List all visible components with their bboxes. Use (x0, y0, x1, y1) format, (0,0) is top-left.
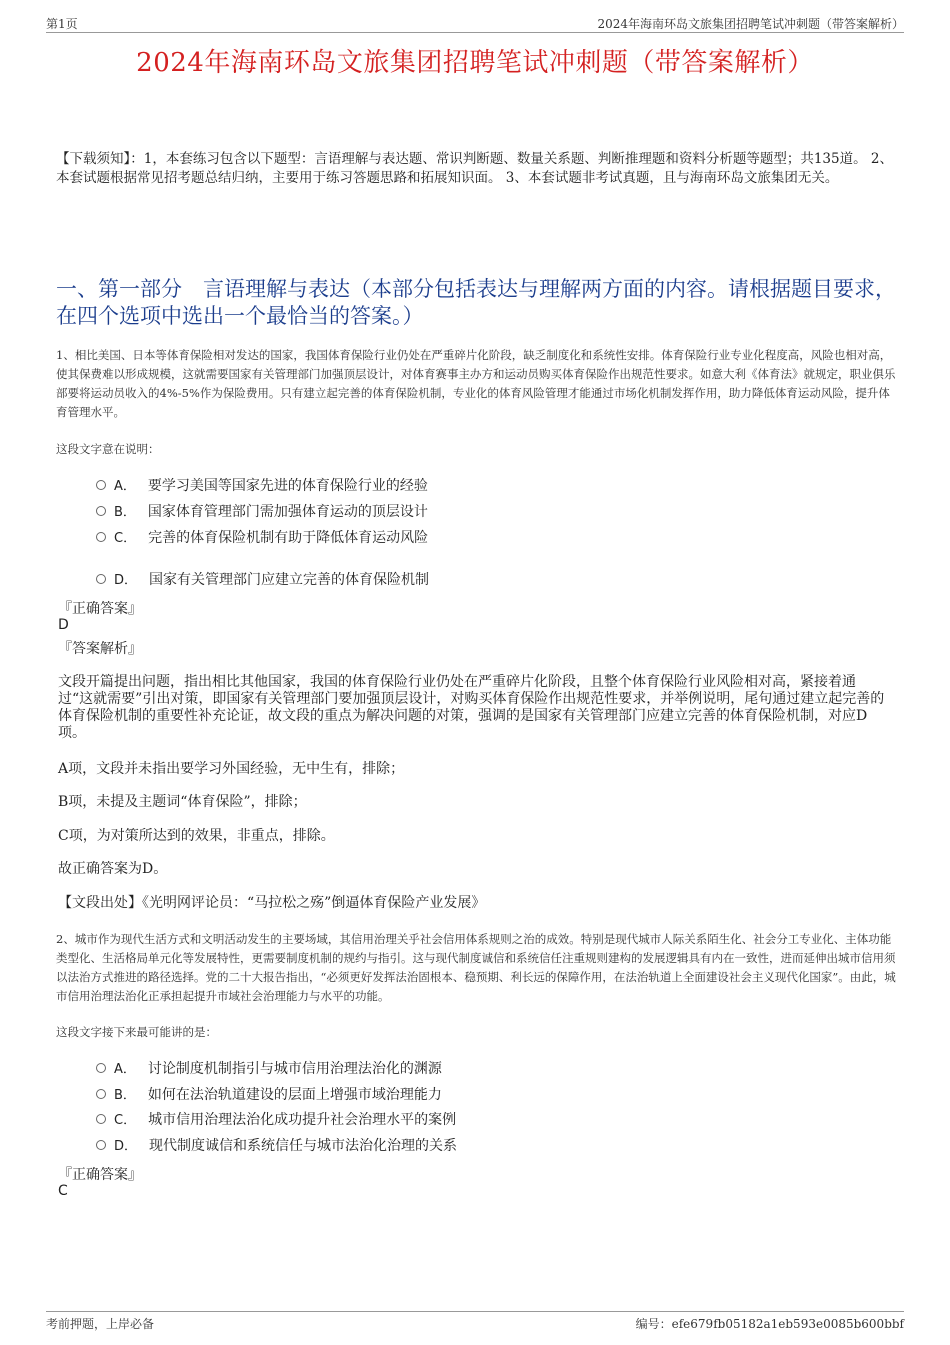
document-id: 编号：efe679fb05182a1eb593e0085b600bbf (635, 1317, 904, 1331)
radio-icon[interactable] (96, 1114, 106, 1124)
question-2-option-a[interactable]: A． 讨论制度机制指引与城市信用治理法治化的渊源 (96, 1059, 442, 1079)
radio-icon[interactable] (96, 1140, 106, 1150)
question-1-answer-label: 『正确答案』 (58, 601, 142, 617)
radio-icon[interactable] (96, 480, 106, 490)
question-1-option-a[interactable]: A． 要学习美国等国家先进的体育保险行业的经验 (96, 476, 428, 496)
question-1-analysis-label: 『答案解析』 (58, 641, 142, 657)
question-2-option-c[interactable]: C． 城市信用治理法治化成功提升社会治理水平的案例 (96, 1110, 456, 1130)
question-1-text: 1、相比美国、日本等体育保险相对发达的国家，我国体育保险行业仍处在严重碎片化阶段，缺乏制度化和系统性安排。体育保险行业专业化程度高，风险也相对高，使其保费难以形成规模，这就需要国家有关管理部门加强顶层设计，对体育赛事主办方和运动员购买体育保险作出规范性要求。如意大利《体育法》就规定，职业俱乐部要将运动员收入的4%-5%作为保险费用。只有建立起完善的体育保险机制，专业化的体育风险管理才能通过市场化机制发挥作用，助力降低体育运动风险，提升体育管理水平。 (56, 348, 896, 419)
radio-icon[interactable] (96, 574, 106, 584)
question-1-option-b[interactable]: B． 国家体育管理部门需加强体育运动的顶层设计 (96, 502, 428, 522)
question-1-answer: D (58, 617, 69, 633)
radio-icon[interactable] (96, 506, 106, 516)
question-2-text: 2、城市作为现代生活方式和文明活动发生的主要场域，其信用治理关乎社会信用体系规则之治的成效。特别是现代城市人际关系陌生化、社会分工专业化、主体功能类型化、生活格局单元化等发展特性，更需要制度机制的规约与指引。这与现代制度诚信和系统信任注重规则建构的发展逻辑具有内在一致性，进而延伸出城市信用须以法治方式推进的路径选择。党的二十大报告指出，“必须更好发挥法治固根本、稳预期、利长远的保障作用，在法治轨道上全面建设社会主义现代化国家”。由此，城市信用治理法治化正承担起提升市域社会治理能力与水平的功能。 (56, 932, 896, 1003)
analysis-paragraph: A项，文段并未指出要学习外国经验，无中生有，排除； (58, 761, 405, 777)
analysis-paragraph: 故正确答案为D。 (58, 861, 168, 877)
document-title: 2024年海南环岛文旅集团招聘笔试冲刺题（带答案解析） (136, 48, 814, 78)
page-number: 第1页 (46, 17, 78, 31)
analysis-paragraph: 文段开篇提出问题，指出相比其他国家，我国的体育保险行业仍处在严重碎片化阶段，且整个体育保险行业风险相对高，紧接着通过“这就需要”引出对策，即国家有关管理部门要加强顶层设计，对购买体育保险作出规范性要求，并举例说明，尾句通过建立起完善的体育保险机制的重要性补充论证，故文段的重点为解决问题的对策，强调的是国家有关管理部门应建立完善的体育保险机制，对应D项。 (58, 674, 885, 741)
question-1-option-c[interactable]: C． 完善的体育保险机制有助于降低体育运动风险 (96, 528, 428, 548)
radio-icon[interactable] (96, 1063, 106, 1073)
question-2-answer: C (58, 1183, 68, 1199)
question-2-option-d[interactable]: D． 现代制度诚信和系统信任与城市法治化治理的关系 (96, 1136, 457, 1156)
radio-icon[interactable] (96, 532, 106, 542)
question-1-prompt: 这段文字意在说明： (56, 442, 160, 456)
question-2-answer-label: 『正确答案』 (58, 1167, 142, 1183)
download-notice: 【下载须知】：1，本套练习包含以下题型：言语理解与表达题、常识判断题、数量关系题、判断推理题和资料分析题等题型；共135道。 2、本套试题根据常见招考题总结归纳，主要用于练习答题思路和拓展知识面。 3、本套试题非考试真题，且与海南环岛文旅集团无关。 (56, 151, 893, 186)
footer-slogan: 考前押题，上岸必备 (46, 1317, 155, 1331)
page-header (46, 14, 904, 33)
question-2-prompt: 这段文字接下来最可能讲的是： (56, 1025, 217, 1039)
section-heading: 一、第一部分 言语理解与表达（本部分包括表达与理解两方面的内容。请根据题目要求，在四个选项中选出一个最恰当的答案。） (56, 277, 896, 328)
analysis-paragraph: C项，为对策所达到的效果，非重点，排除。 (58, 828, 335, 844)
source-citation: 【文段出处】《光明网评论员：“马拉松之殇”倒逼体育保险产业发展》 (58, 895, 486, 911)
page-footer (46, 1311, 904, 1332)
question-2-option-b[interactable]: B． 如何在法治轨道建设的层面上增强市域治理能力 (96, 1085, 442, 1105)
radio-icon[interactable] (96, 1089, 106, 1099)
header-doc-title: 2024年海南环岛文旅集团招聘笔试冲刺题（带答案解析） (597, 17, 904, 31)
question-1-option-d[interactable]: D． 国家有关管理部门应建立完善的体育保险机制 (96, 570, 429, 590)
analysis-paragraph: B项，未提及主题词“体育保险”，排除； (58, 794, 307, 810)
